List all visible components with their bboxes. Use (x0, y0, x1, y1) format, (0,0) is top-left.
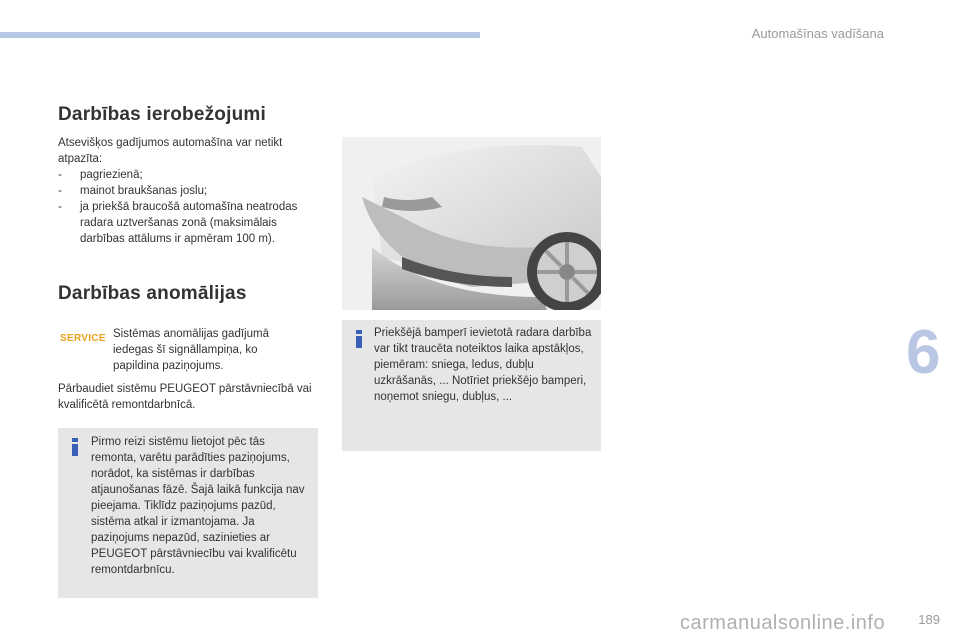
section-title: Automašīnas vadīšana (751, 26, 884, 41)
check-instruction: Pārbaudiet sistēmu PEUGEOT pārstāvniecībā vai kvalificētā remontdarbnīcā. (58, 383, 312, 411)
limits-intro: Atsevišķos gadījumos automašīna var netikt atpazīta: (58, 137, 283, 165)
info-icon (71, 438, 79, 456)
info-text: Pirmo reizi sistēmu lietojot pēc tās remonta, varētu parādīties paziņojums, norādot, ka sistēmas ir darbības atjaunošanas fāzē. Šajā laikā funkcija nav pieejama. Tiklīdz paziņojums pazūd, sistēma atkal ir izmantojama. Ja paziņojums nepazūd, sazinieties ar PEUGEOT pārstāvniecību vai kvalificētu remontdarbnīcu. (91, 436, 305, 576)
list-item: - ja priekšā braucošā automašīna neatrodas radara uztveršanas zonā (maksimālais darbības attālums ir apmēram 100 m). (58, 199, 320, 247)
info-box-recovery (58, 428, 318, 598)
list-item: - pagriezienā; (58, 167, 320, 183)
info-box-bumper (342, 320, 601, 451)
page-number: 189 (918, 612, 940, 627)
chapter-number: 6 (906, 318, 941, 387)
watermark: carmanualsonline.info (680, 612, 886, 634)
info-icon (355, 330, 363, 348)
limits-heading: Darbības ierobežojumi (58, 104, 266, 125)
header-accent-bar (0, 32, 480, 38)
service-description: Sistēmas anomālijas gadījumā iedegas šī signāllampiņa, ko papildina paziņojums. (113, 328, 269, 372)
list-item: - mainot braukšanas joslu; (58, 183, 320, 199)
limits-list (58, 167, 320, 247)
car-front-bumper-image (342, 137, 601, 310)
service-warning-icon: SERVICE (60, 333, 106, 344)
car-illustration (342, 137, 601, 310)
info-text: Priekšējā bamperī ievietotā radara darbība var tikt traucēta noteiktos laika apstākļos, piemēram: sniega, ledus, dubļu uzkrāšanās, ... Notīriet priekšējo bamperi, noņemot sniegu, dubļus, ... (374, 327, 592, 403)
anomalies-heading: Darbības anomālijas (58, 283, 247, 304)
